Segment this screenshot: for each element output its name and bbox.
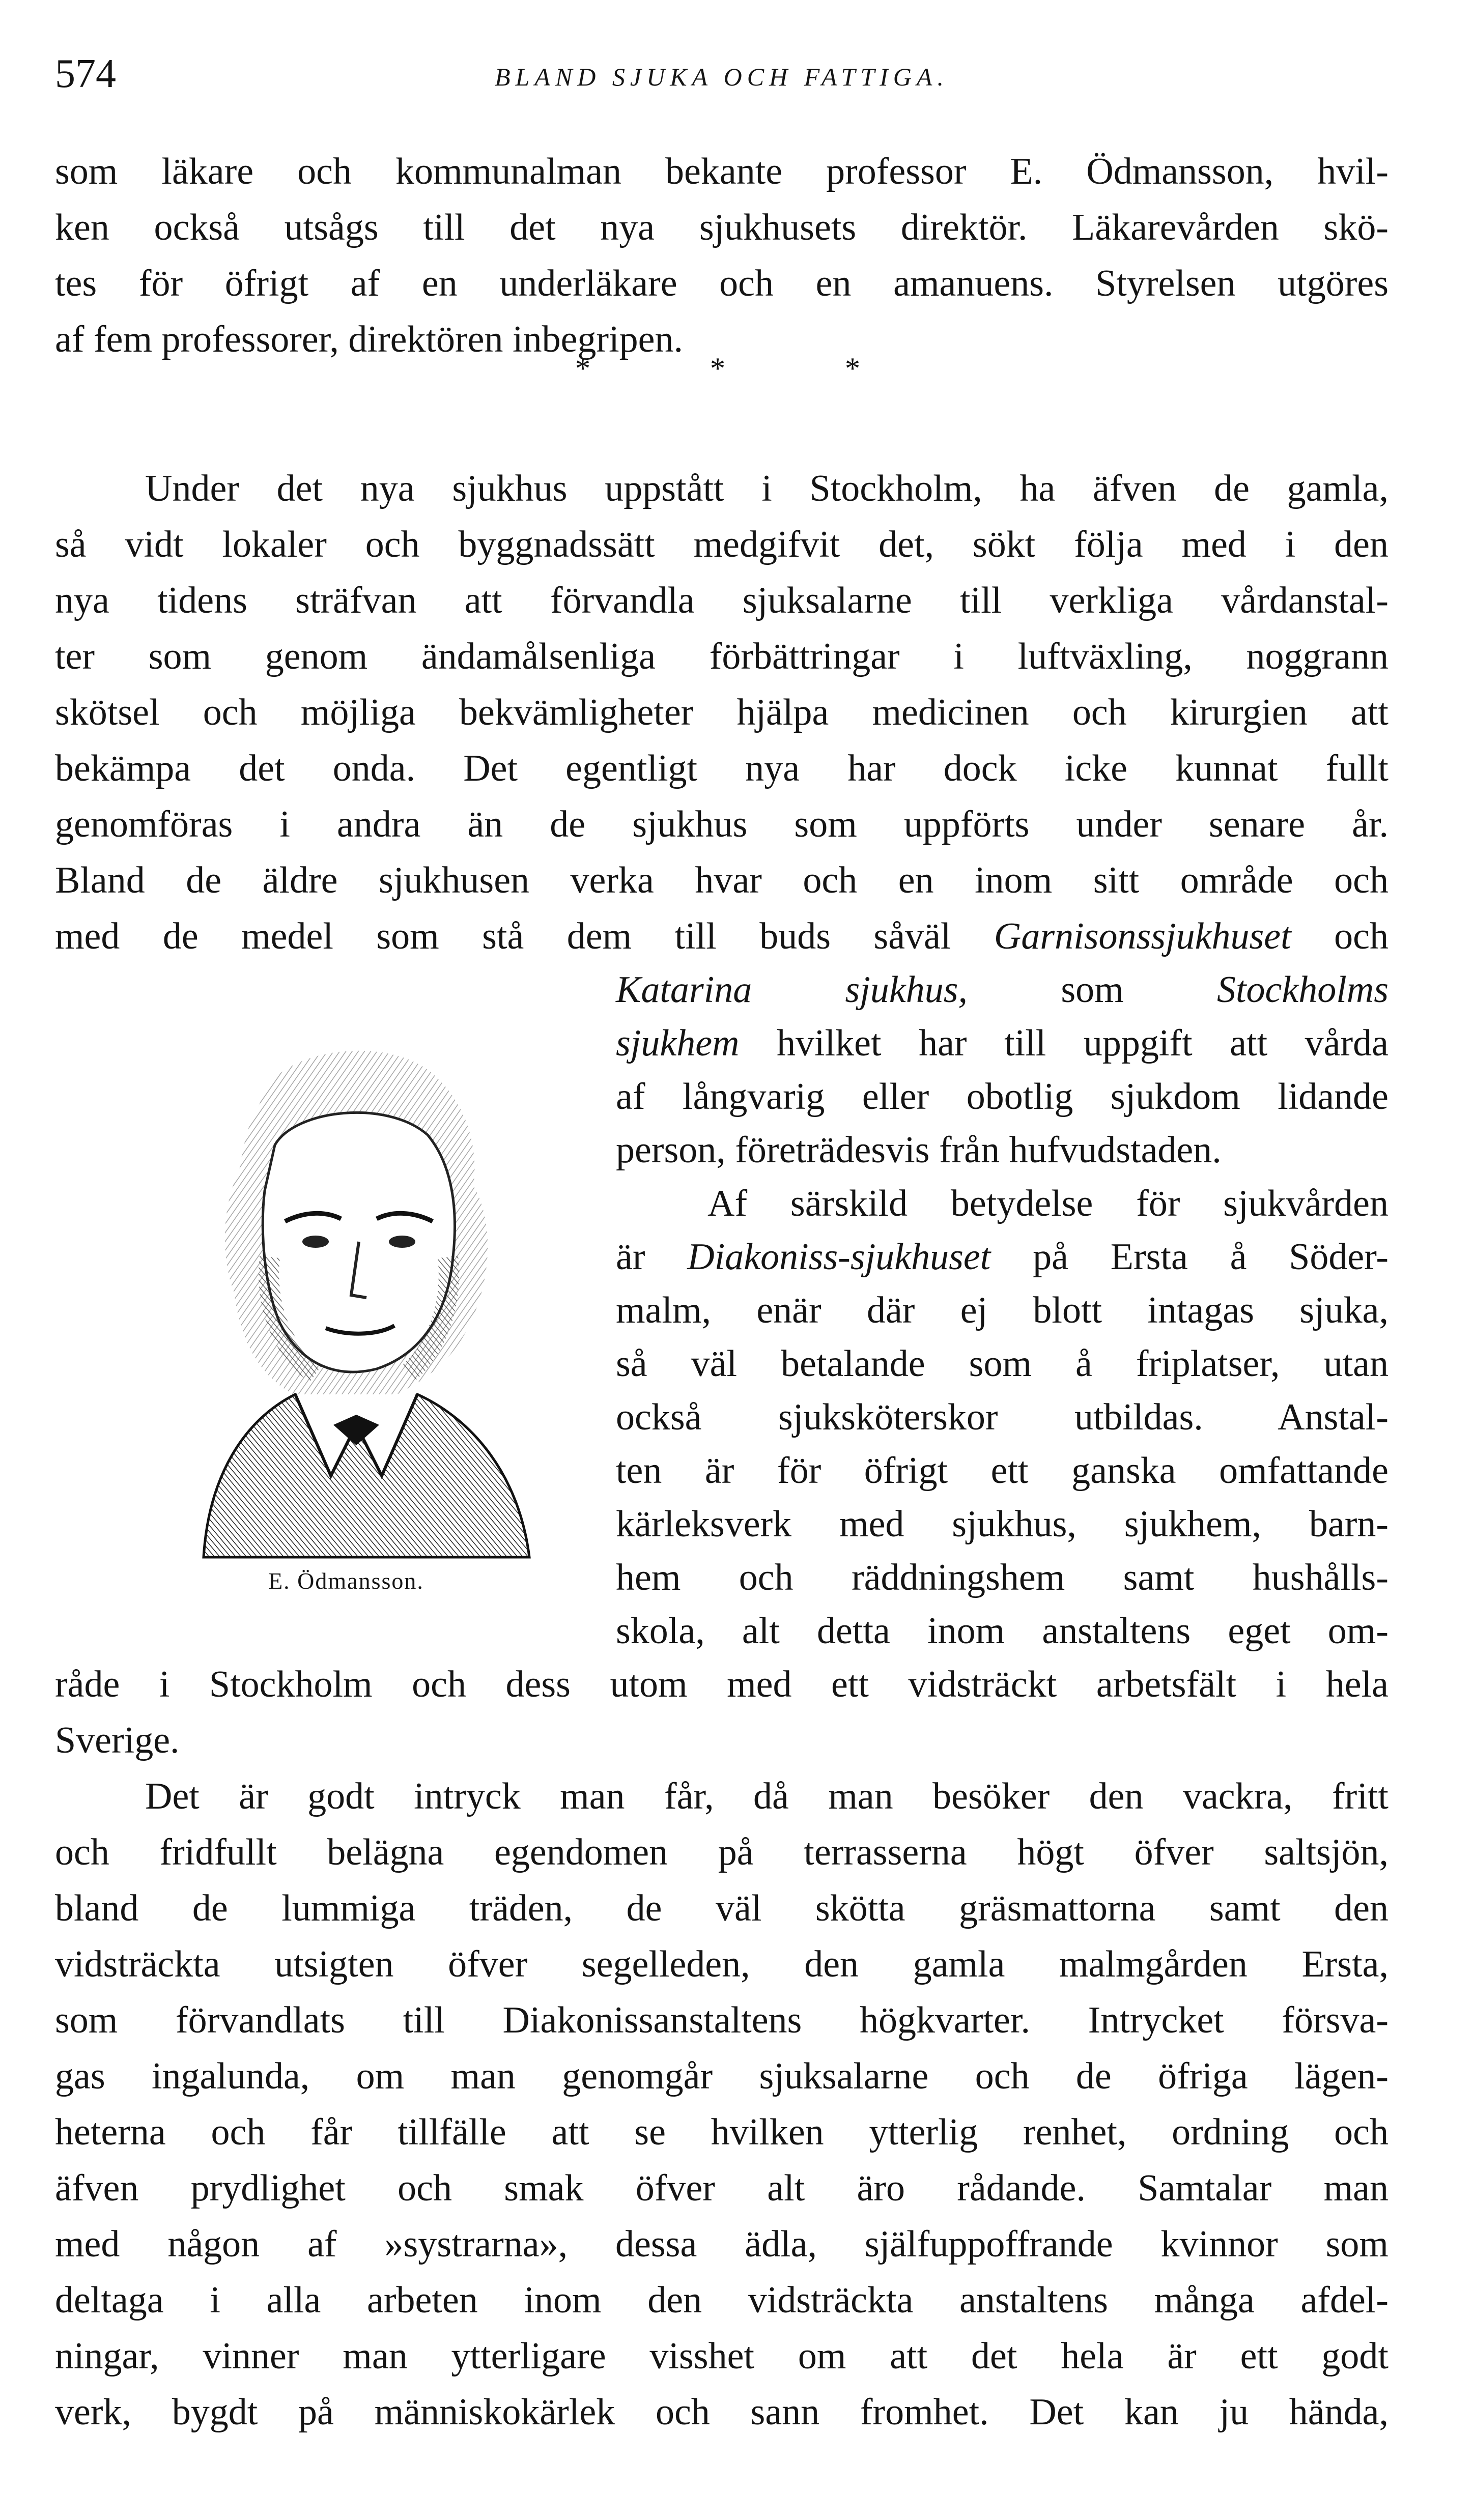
text-line: verk, bygdt på människokärlek och sann fromhet. Det kan ju hända, xyxy=(55,2391,1388,2433)
text-line: nya tidens sträfvan att förvandla sjuksalarne till verkliga vårdanstal- xyxy=(55,580,1388,621)
text-run: med de medel som stå dem till buds såväl xyxy=(55,915,994,957)
italic-name: Stockholms xyxy=(1216,969,1388,1011)
italic-name: sjukhem xyxy=(616,1022,740,1064)
portrait-engraving xyxy=(102,1018,590,1562)
text-line: som läkare och kommunalman bekante professor E. Ödmansson, hvil- xyxy=(55,151,1388,192)
text-line: Under det nya sjukhus uppstått i Stockholm, ha äfven de gamla, xyxy=(145,468,1388,509)
text-run: är xyxy=(616,1236,688,1278)
text-run: på Ersta å Söder- xyxy=(990,1236,1388,1278)
text-line: genomföras i andra än de sjukhus som uppförts under senare år. xyxy=(55,804,1388,845)
text-line: med någon af »systrarna», dessa ädla, själfuppoffrande kvinnor som xyxy=(55,2223,1388,2265)
text-line: af långvarig eller obotlig sjukdom lidande xyxy=(616,1076,1388,1118)
text-run: hvilket har till uppgift att vårda xyxy=(739,1022,1388,1064)
text-line: ningar, vinner man ytterligare visshet om att det hela är ett godt xyxy=(55,2335,1388,2377)
text-line: af fem professorer, direktören inbegripen. xyxy=(55,319,683,360)
italic-name: Katarina sjukhus, xyxy=(616,969,968,1011)
text-line: heterna och får tillfälle att se hvilken ytterlig renhet, ordning och xyxy=(55,2111,1388,2153)
italic-name: Garnisonssjukhuset xyxy=(994,915,1291,957)
text-line: Sverige. xyxy=(55,1720,180,1761)
text-line: ten är för öfrigt ett ganska omfattande xyxy=(616,1450,1388,1492)
text-line xyxy=(55,908,1388,964)
page-number: 574 xyxy=(55,51,116,96)
text-line: gas ingalunda, om man genomgår sjuksalarne och de öfriga lägen- xyxy=(55,2055,1388,2097)
text-line: så väl betalande som å friplatser, utan xyxy=(616,1343,1388,1385)
text-line: tes för öfrigt af en underläkare och en amanuens. Styrelsen utgöres xyxy=(55,263,1388,304)
portrait-caption: E. Ödmansson. xyxy=(268,1568,424,1594)
text-line: så vidt lokaler och byggnadssätt medgifvit det, sökt följa med i den xyxy=(55,524,1388,565)
text-line: och fridfullt belägna egendomen på terrasserna högt öfver saltsjön, xyxy=(55,1831,1388,1873)
text-line: som förvandlats till Diakonissanstaltens högkvarter. Intrycket försva- xyxy=(55,1999,1388,2041)
text-line: malm, enär där ej blott intagas sjuka, xyxy=(616,1290,1388,1331)
text-line: Af särskild betydelse för sjukvården xyxy=(707,1183,1388,1224)
page-header xyxy=(55,51,1388,107)
text-line xyxy=(616,1015,1388,1071)
text-line: bekämpa det onda. Det egentligt nya har dock icke kunnat fullt xyxy=(55,748,1388,789)
text-line: deltaga i alla arbeten inom den vidsträckta anstaltens många afdel- xyxy=(55,2279,1388,2321)
text-line: kärleksverk med sjukhus, sjukhem, barn- xyxy=(616,1503,1388,1545)
separator-asterisk: * xyxy=(710,352,725,385)
text-line: vidsträckta utsigten öfver segelleden, den gamla malmgården Ersta, xyxy=(55,1943,1388,1985)
text-line: Bland de äldre sjukhusen verka hvar och en inom sitt område och xyxy=(55,860,1388,901)
italic-name: Diakoniss-sjukhuset xyxy=(687,1236,991,1278)
text-line xyxy=(616,962,1388,1018)
text-line: råde i Stockholm och dess utom med ett vidsträckt arbetsfält i hela xyxy=(55,1664,1388,1705)
text-line: också sjuksköterskor utbildas. Anstal- xyxy=(616,1396,1388,1438)
section-separator xyxy=(575,351,860,386)
text-line xyxy=(616,1229,1388,1285)
separator-asterisk: * xyxy=(575,352,590,385)
text-line: bland de lummiga träden, de väl skötta gräsmattorna samt den xyxy=(55,1887,1388,1929)
text-line: äfven prydlighet och smak öfver alt äro rådande. Samtalar man xyxy=(55,2167,1388,2209)
separator-asterisk: * xyxy=(845,352,860,385)
text-line: skola, alt detta inom anstaltens eget om- xyxy=(616,1610,1388,1652)
text-line: Det är godt intryck man får, då man besöker den vackra, fritt xyxy=(145,1776,1388,1817)
text-line: hem och räddningshem samt hushålls- xyxy=(616,1557,1388,1598)
text-line: person, företrädesvis från hufvudstaden. xyxy=(616,1129,1222,1171)
text-run: och xyxy=(1291,915,1388,957)
text-line: ken också utsågs till det nya sjukhusets direktör. Läkarevården skö- xyxy=(55,207,1388,248)
text-line: ter som genom ändamålsenliga förbättringar i luftväxling, noggrann xyxy=(55,636,1388,677)
text-line: skötsel och möjliga bekvämligheter hjälpa medicinen och kirurgien att xyxy=(55,692,1388,733)
text-run: som xyxy=(968,969,1217,1011)
running-head: BLAND SJUKA OCH FATTIGA. xyxy=(495,63,949,91)
